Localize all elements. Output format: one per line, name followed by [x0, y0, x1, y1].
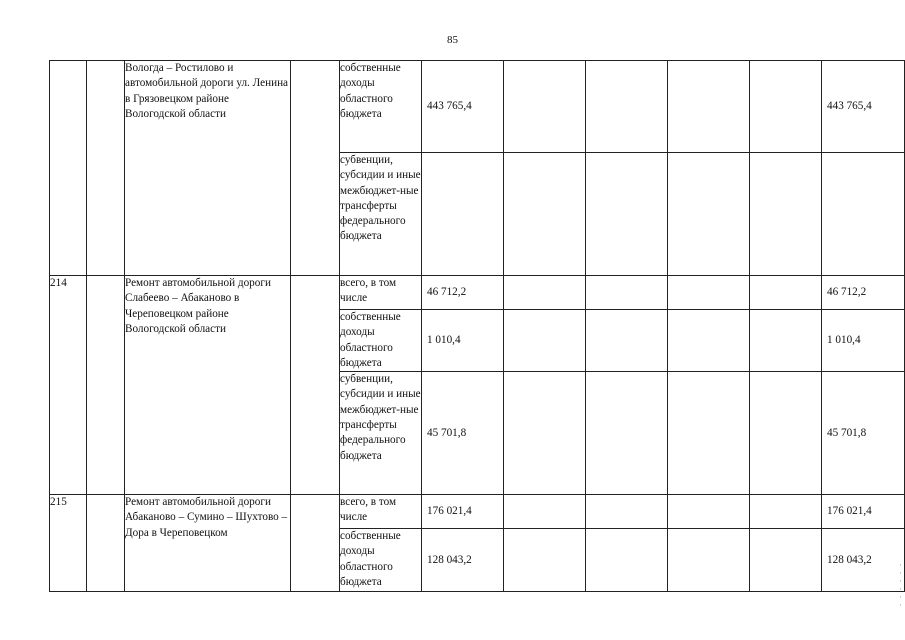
row-number-cell: [50, 61, 87, 276]
amount-cell: 46 712,2: [422, 276, 504, 310]
empty-cell: [87, 276, 125, 495]
page-number: 85: [447, 34, 458, 46]
budget-table: [49, 60, 905, 592]
funding-source-label: собственные доходы областного бюджета: [340, 529, 422, 592]
amount-total-cell: 128 043,2: [822, 529, 905, 592]
amount-total-cell: 45 701,8: [822, 372, 905, 495]
amount-cell: 443 765,4: [422, 61, 504, 153]
row-number: 214: [50, 276, 87, 495]
funding-source-label: всего, в том числе: [340, 276, 422, 310]
funding-source-label: собственные доходы областного бюджета: [340, 61, 422, 153]
scan-edge-marks: · · · · · ·: [899, 561, 902, 610]
amount-cell: 128 043,2: [422, 529, 504, 592]
funding-source-label: всего, в том числе: [340, 495, 422, 529]
empty-cell: [291, 61, 340, 276]
table-row: [50, 276, 905, 310]
empty-cell: [291, 495, 340, 592]
amount-cell: 45 701,8: [422, 372, 504, 495]
amount-total-cell: 443 765,4: [822, 61, 905, 153]
empty-cell: [87, 495, 125, 592]
object-name: Ремонт автомобильной дороги Абаканово – Сумино – Шухтово – Дора в Череповецком: [125, 495, 291, 592]
object-name: Ремонт автомобильной дороги Слабеево – Абаканово в Череповецком районе Вологодской области: [125, 276, 291, 495]
amount-cell: 176 021,4: [422, 495, 504, 529]
amount-total-cell: 46 712,2: [822, 276, 905, 310]
amount-total-cell: 1 010,4: [822, 310, 905, 372]
funding-source-label: субвенции, субсидии и иные межбюджет-ные трансферты федерального бюджета: [340, 153, 422, 276]
empty-cell: [291, 276, 340, 495]
table-row: [50, 61, 905, 153]
funding-source-label: собственные доходы областного бюджета: [340, 310, 422, 372]
amount-total-cell: 176 021,4: [822, 495, 905, 529]
empty-cell: [87, 61, 125, 276]
row-number: 215: [50, 495, 87, 592]
amount-cell: 1 010,4: [422, 310, 504, 372]
table-row: [50, 495, 905, 529]
object-name: Вологда – Ростилово и автомобильной дороги ул. Ленина в Грязовецком районе Вологодской области: [125, 61, 291, 276]
funding-source-label: субвенции, субсидии и иные межбюджет-ные трансферты федерального бюджета: [340, 372, 422, 495]
